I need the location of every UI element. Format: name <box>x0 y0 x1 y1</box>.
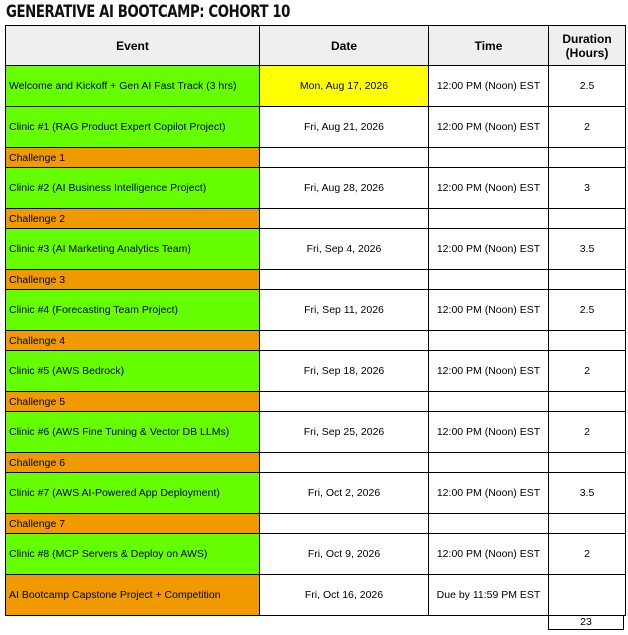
time-cell <box>429 392 549 412</box>
duration-cell: 3 <box>549 168 626 209</box>
duration-cell: 2.5 <box>549 290 626 331</box>
event-cell: Clinic #8 (MCP Servers & Deploy on AWS) <box>6 534 260 575</box>
event-cell: Challenge 2 <box>6 209 260 229</box>
date-cell: Fri, Sep 11, 2026 <box>260 290 429 331</box>
event-cell: Clinic #7 (AWS AI-Powered App Deployment) <box>6 473 260 514</box>
clinic-row <box>6 229 626 270</box>
header-event: Event <box>6 26 260 66</box>
event-cell: Clinic #2 (AI Business Intelligence Project) <box>6 168 260 209</box>
challenge-row <box>6 453 626 473</box>
time-cell <box>429 209 549 229</box>
event-cell: Clinic #1 (RAG Product Expert Copilot Project) <box>6 107 260 148</box>
date-cell: Fri, Oct 16, 2026 <box>260 575 429 616</box>
time-cell <box>429 148 549 168</box>
date-cell <box>260 270 429 290</box>
date-cell: Fri, Aug 28, 2026 <box>260 168 429 209</box>
duration-cell <box>549 514 626 534</box>
duration-cell <box>549 331 626 351</box>
challenge-row <box>6 331 626 351</box>
time-cell: 12:00 PM (Noon) EST <box>429 229 549 270</box>
time-cell <box>429 331 549 351</box>
header-row <box>6 26 626 66</box>
time-cell: 12:00 PM (Noon) EST <box>429 534 549 575</box>
clinic-row <box>6 290 626 331</box>
challenge-row <box>6 270 626 290</box>
duration-cell: 2 <box>549 534 626 575</box>
duration-cell: 3.5 <box>549 473 626 514</box>
clinic-row <box>6 66 626 107</box>
date-cell <box>260 148 429 168</box>
challenge-row <box>6 209 626 229</box>
clinic-row <box>6 107 626 148</box>
time-cell: 12:00 PM (Noon) EST <box>429 290 549 331</box>
event-cell: Clinic #4 (Forecasting Team Project) <box>6 290 260 331</box>
event-cell: AI Bootcamp Capstone Project + Competition <box>6 575 260 616</box>
time-cell: 12:00 PM (Noon) EST <box>429 168 549 209</box>
challenge-row <box>6 148 626 168</box>
duration-cell: 2 <box>549 412 626 453</box>
date-cell: Fri, Oct 9, 2026 <box>260 534 429 575</box>
duration-cell: 2.5 <box>549 66 626 107</box>
duration-cell: 2 <box>549 351 626 392</box>
event-cell: Challenge 5 <box>6 392 260 412</box>
duration-cell <box>549 270 626 290</box>
event-cell: Challenge 4 <box>6 331 260 351</box>
event-cell: Clinic #6 (AWS Fine Tuning & Vector DB LLMs) <box>6 412 260 453</box>
time-cell: 12:00 PM (Noon) EST <box>429 412 549 453</box>
event-cell: Challenge 3 <box>6 270 260 290</box>
date-cell: Fri, Sep 25, 2026 <box>260 412 429 453</box>
time-cell: 12:00 PM (Noon) EST <box>429 473 549 514</box>
event-cell: Clinic #3 (AI Marketing Analytics Team) <box>6 229 260 270</box>
date-cell <box>260 392 429 412</box>
challenge-row <box>6 514 626 534</box>
duration-cell <box>549 575 626 616</box>
date-cell <box>260 209 429 229</box>
date-cell <box>260 331 429 351</box>
date-cell <box>260 453 429 473</box>
date-cell: Fri, Oct 2, 2026 <box>260 473 429 514</box>
capstone-row <box>6 575 626 616</box>
event-cell: Challenge 1 <box>6 148 260 168</box>
clinic-row <box>6 473 626 514</box>
event-cell: Challenge 6 <box>6 453 260 473</box>
time-cell: 12:00 PM (Noon) EST <box>429 66 549 107</box>
time-cell <box>429 270 549 290</box>
time-cell <box>429 453 549 473</box>
event-cell: Welcome and Kickoff + Gen AI Fast Track (3 hrs) <box>6 66 260 107</box>
clinic-row <box>6 534 626 575</box>
time-cell: 12:00 PM (Noon) EST <box>429 351 549 392</box>
time-cell: 12:00 PM (Noon) EST <box>429 107 549 148</box>
challenge-row <box>6 392 626 412</box>
header-date: Date <box>260 26 429 66</box>
time-cell: Due by 11:59 PM EST <box>429 575 549 616</box>
duration-cell <box>549 453 626 473</box>
clinic-row <box>6 168 626 209</box>
date-cell: Fri, Sep 18, 2026 <box>260 351 429 392</box>
duration-cell: 3.5 <box>549 229 626 270</box>
duration-cell <box>549 148 626 168</box>
schedule-table <box>5 25 626 616</box>
total-duration: 23 <box>548 615 624 630</box>
clinic-row <box>6 412 626 453</box>
header-time: Time <box>429 26 549 66</box>
time-cell <box>429 514 549 534</box>
header-duration: Duration (Hours) <box>549 26 626 66</box>
duration-cell <box>549 209 626 229</box>
event-cell: Challenge 7 <box>6 514 260 534</box>
date-cell: Fri, Sep 4, 2026 <box>260 229 429 270</box>
date-cell: Fri, Aug 21, 2026 <box>260 107 429 148</box>
duration-cell <box>549 392 626 412</box>
event-cell: Clinic #5 (AWS Bedrock) <box>6 351 260 392</box>
page-title: GENERATIVE AI BOOTCAMP: COHORT 10 <box>6 2 291 22</box>
clinic-row <box>6 351 626 392</box>
duration-cell: 2 <box>549 107 626 148</box>
date-cell <box>260 514 429 534</box>
date-cell: Mon, Aug 17, 2026 <box>260 66 429 107</box>
